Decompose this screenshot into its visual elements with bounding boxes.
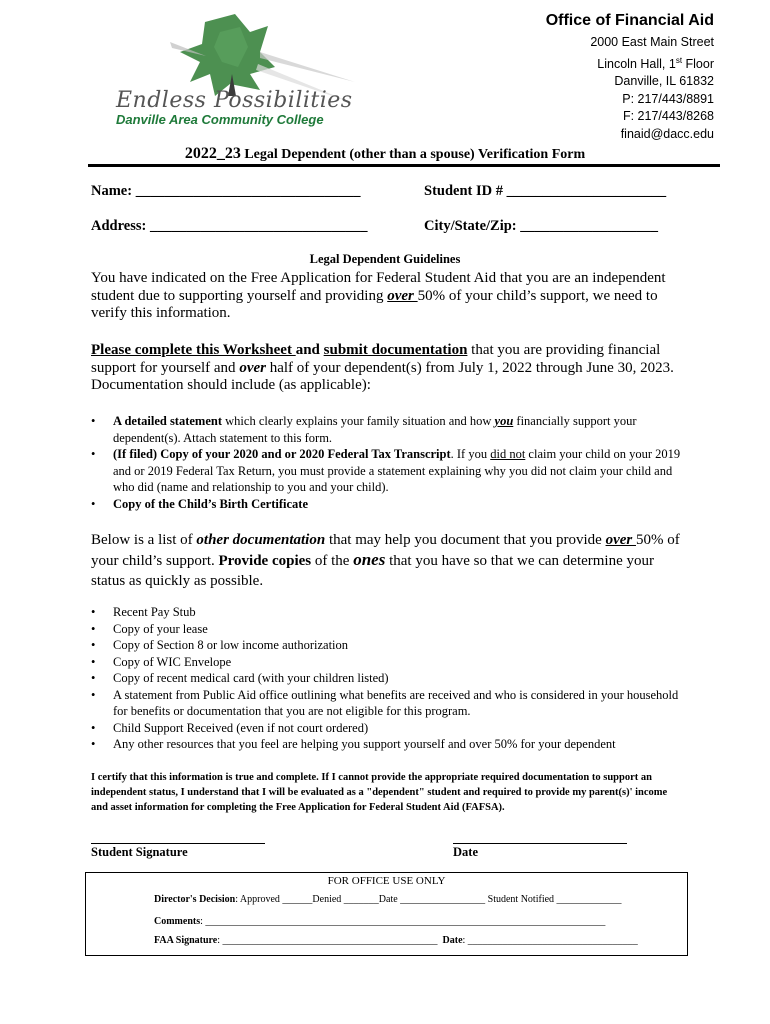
item-statement-bold: A detailed statement (113, 414, 223, 428)
list-item: • Child Support Received (even if not court ordered) (91, 720, 681, 737)
other-text-d: of the (311, 553, 354, 569)
directors-decision-label: Director's Decision (154, 894, 236, 905)
guidelines-intro (91, 270, 691, 323)
date-signature-line[interactable] (453, 843, 627, 844)
intro-text-b: 50% of your child’s support, we need to verify this information. (91, 287, 658, 321)
date-signature-label: Date (453, 845, 478, 859)
worksheet-instructions (91, 342, 691, 395)
list-item (91, 413, 681, 446)
form-year: 2022_23 (184, 145, 241, 162)
office-phone: P: 217/443/8891 (622, 91, 714, 106)
worksheet-complete: Please complete this Worksheet (91, 342, 296, 358)
comments-label: Comments (154, 916, 201, 927)
city-state-zip-field[interactable]: City/State/Zip: ___________________ (424, 218, 659, 234)
intro-over: over (387, 287, 418, 304)
form-title-text: Legal Dependent (other than a spouse) Verification Form (240, 147, 586, 162)
worksheet-over: over (239, 359, 266, 376)
list-item: • Recent Pay Stub (91, 604, 681, 621)
student-signature-label: Student Signature (91, 845, 188, 859)
intro-text-a: You have indicated on the Free Application for Federal Student Aid that you are an independent student due to supporting yourself and providing (91, 270, 666, 304)
item-statement-you: you (494, 414, 514, 428)
office-date-text: : __________________________________ (462, 935, 638, 946)
item-statement-b: financially support your dependent(s). Attach statement to this form. (113, 414, 637, 445)
item-tax-did-not: did not (490, 447, 526, 461)
college-name: Danville Area Community College (116, 112, 324, 127)
other-over: over (605, 532, 636, 548)
list-item (91, 446, 681, 496)
comments-row[interactable] (154, 916, 605, 927)
guidelines-heading: Legal Dependent Guidelines (309, 252, 461, 266)
directors-decision-text: : Approved ______Denied _______Date _________________ Student Notified _____________ (235, 894, 622, 905)
faa-signature-label: FAA Signature (154, 935, 218, 946)
other-ones: ones (353, 550, 386, 569)
list-item: • Copy of recent medical card (with your children listed) (91, 670, 681, 687)
other-text-e: that you have so that we can determine your status as quickly as possible. (91, 553, 655, 589)
form-title (0, 145, 770, 163)
other-docs-list (91, 604, 681, 753)
other-text-b: that may help you document that you provide (325, 532, 606, 548)
worksheet-text-d: half of your dependent(s) from July 1, 2022 through June 30, 2023. Documentation should include (as applicable): (91, 359, 674, 393)
office-floor-pre: Lincoln Hall, 1 (597, 56, 676, 71)
other-text-c: 50% of your child’s support. (91, 532, 680, 569)
other-provide: Provide copies (218, 553, 312, 569)
office-fax: F: 217/443/8268 (622, 109, 714, 124)
list-item: • Any other resources that you feel are helping you support yourself and over 50% for your dependent (91, 736, 681, 753)
worksheet-submit: submit documentation (323, 342, 468, 358)
faa-signature-text: : ___________________________________________ (217, 935, 438, 946)
address-field[interactable]: Address: ______________________________ (91, 218, 368, 234)
item-birth-cert: Copy of the Child’s Birth Certificate (113, 496, 308, 511)
other-docs-intro (91, 530, 691, 591)
directors-decision-row[interactable] (154, 894, 622, 905)
item-tax-bold: (If filed) Copy of your 2020 and or 2020 Federal Tax Transcript (113, 447, 451, 461)
name-field[interactable]: Name: _______________________________ (91, 183, 361, 199)
office-contact-block (546, 12, 714, 143)
comments-text: : ________________________________________________________________________________ (200, 916, 606, 927)
required-items-list (91, 413, 681, 512)
list-item: • Copy of your lease (91, 621, 681, 638)
student-signature-line[interactable] (91, 843, 265, 844)
office-floor-sup: st (675, 55, 683, 65)
office-floor-post: Floor (682, 56, 714, 71)
office-use-box (85, 872, 688, 956)
office-floor (546, 52, 714, 74)
list-item: • A statement from Public Aid office outlining what benefits are received and who is considered in your household for benefits or documentation that you are not eligible for this program. (91, 687, 681, 720)
office-email[interactable]: finaid@dacc.edu (620, 126, 714, 141)
title-divider (88, 164, 720, 167)
item-tax-a: . If you (450, 447, 491, 461)
faa-signature-row[interactable] (154, 935, 638, 946)
certification-statement: I certify that this information is true and complete. If I cannot provide the appropriate required documentation to support an independent status, I understand that I will be evaluated as a "dependent" student and required to provide my parent(s)' income and asset information for completing the Free Application for Federal Student Aid (FAFSA). (91, 772, 668, 813)
worksheet-and: and (295, 342, 324, 358)
other-text-a: Below is a list of (91, 532, 197, 548)
office-title: Office of Financial Aid (545, 12, 714, 29)
item-statement-a: which clearly explains your family situation and how (222, 414, 495, 428)
office-use-heading: FOR OFFICE USE ONLY (327, 875, 446, 887)
list-item: • Copy of WIC Envelope (91, 654, 681, 671)
list-item (91, 496, 681, 513)
office-city: Danville, IL 61832 (614, 74, 714, 89)
logo-tagline: Endless Possibilities (116, 88, 353, 113)
item-tax-b: claim your child on your 2019 and or 2019 Federal Tax Return, you must provide a statement explaining why you did not claim your child and who did (name and relationship to you and your child). (113, 447, 681, 494)
other-documentation: other documentation (196, 532, 326, 548)
worksheet-text-c: that you are providing financial support for yourself and (91, 342, 661, 376)
office-date-label: Date (442, 935, 463, 946)
office-street: 2000 East Main Street (590, 35, 714, 49)
student-id-field[interactable]: Student ID # ______________________ (424, 183, 667, 199)
list-item: • Copy of Section 8 or low income authorization (91, 637, 681, 654)
